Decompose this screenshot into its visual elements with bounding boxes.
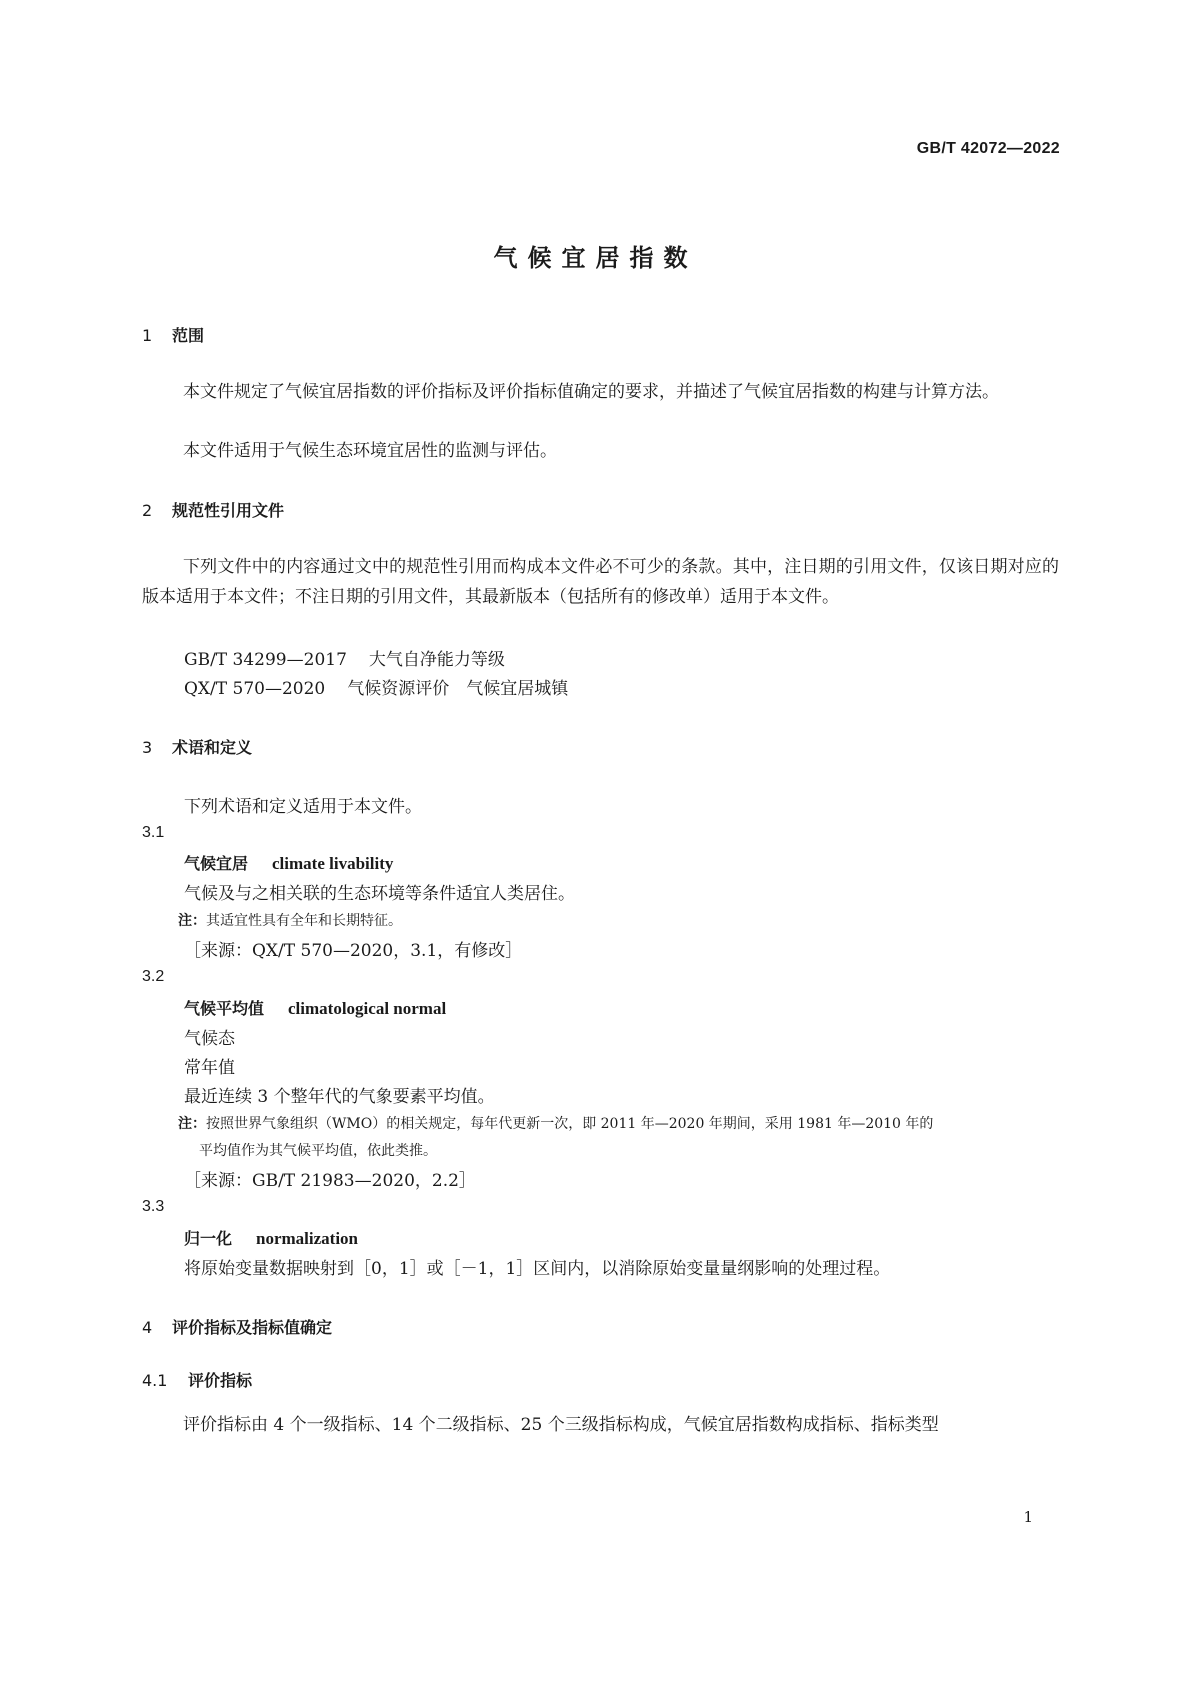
term-definition: 将原始变量数据映射到［0，1］或［－1，1］区间内，以消除原始变量量纲影响的处理过程。: [184, 1259, 891, 1279]
subsection-4-1-heading: [142, 1368, 252, 1391]
section-1-heading: [142, 323, 204, 346]
note-text: 其适宜性具有全年和长期特征。: [206, 913, 402, 929]
section-number: 3: [142, 738, 153, 757]
section-title: 规范性引用文件: [172, 501, 285, 520]
reference-entry: [184, 645, 505, 670]
reference-entry: [184, 674, 568, 699]
section-1-paragraph-1: 本文件规定了气候宜居指数的评价指标及评价指标值确定的要求，并描述了气候宜居指数的构建与计算方法。: [183, 382, 999, 402]
section-2-heading: [142, 498, 284, 521]
term-number: 3.2: [142, 968, 165, 985]
subsection-title: 评价指标: [188, 1371, 253, 1390]
term-source: ［来源：QX/T 570—2020，3.1，有修改］: [184, 941, 523, 961]
term-chinese: 归一化: [184, 1229, 233, 1248]
page-number: 1: [1023, 1508, 1033, 1526]
term-number: 3.1: [142, 824, 165, 841]
term-note-continuation: 平均值作为其气候平均值，依此类推。: [199, 1143, 437, 1159]
subsection-number: 4.1: [142, 1371, 168, 1390]
document-title: 气候宜居指数: [493, 244, 698, 272]
term-note: [178, 910, 402, 930]
term-heading: [184, 996, 446, 1019]
term-chinese: 气候宜居: [184, 854, 249, 873]
standard-number: GB/T 42072—2022: [916, 140, 1060, 157]
note-label: 注：: [178, 913, 206, 929]
term-number: 3.3: [142, 1198, 165, 1215]
section-1-paragraph-2: 本文件适用于气候生态环境宜居性的监测与评估。: [183, 441, 557, 461]
term-admitted-2: 常年值: [184, 1058, 235, 1078]
term-definition: 气候及与之相关联的生态环境等条件适宜人类居住。: [184, 884, 575, 904]
section-number: 1: [142, 326, 153, 345]
term-source: ［来源：GB/T 21983—2020，2.2］: [184, 1171, 476, 1191]
term-definition: 最近连续 3 个整年代的气象要素平均值。: [184, 1087, 495, 1107]
section-3-heading: [142, 735, 252, 758]
section-title: 术语和定义: [172, 738, 253, 757]
section-number: 4: [142, 1318, 153, 1337]
section-number: 2: [142, 501, 153, 520]
term-chinese: 气候平均值: [184, 999, 265, 1018]
reference-title: 气候资源评价 气候宜居城镇: [347, 679, 569, 699]
reference-code: GB/T 34299—2017: [184, 650, 347, 670]
reference-title: 大气自净能力等级: [368, 650, 505, 670]
term-english: normalization: [256, 1229, 359, 1248]
term-english: climatological normal: [288, 999, 447, 1018]
note-label: 注：: [178, 1116, 206, 1132]
reference-code: QX/T 570—2020: [184, 679, 326, 699]
terms-intro: 下列术语和定义适用于本文件。: [184, 797, 422, 817]
term-english: climate livability: [272, 854, 394, 873]
section-title: 范围: [172, 326, 205, 345]
section-title: 评价指标及指标值确定: [172, 1318, 333, 1337]
note-text: 按照世界气象组织（WMO）的相关规定，每年代更新一次，即 2011 年—2020 年期间，采用 1981 年—2010 年的: [206, 1116, 934, 1132]
term-note: [178, 1113, 933, 1133]
section-4-heading: [142, 1315, 332, 1338]
term-heading: [184, 1226, 358, 1249]
term-heading: [184, 851, 393, 874]
term-admitted-1: 气候态: [184, 1029, 235, 1049]
section-4-1-paragraph-1: 评价指标由 4 个一级指标、14 个二级指标、25 个三级指标构成，气候宜居指数构成指标、指标类型: [183, 1415, 939, 1435]
section-2-paragraph-1: 下列文件中的内容通过文中的规范性引用而构成本文件必不可少的条款。其中，注日期的引用文件，仅该日期对应的版本适用于本文件；不注日期的引用文件，其最新版本（包括所有的修改单）适用于本文件。: [142, 557, 1059, 607]
